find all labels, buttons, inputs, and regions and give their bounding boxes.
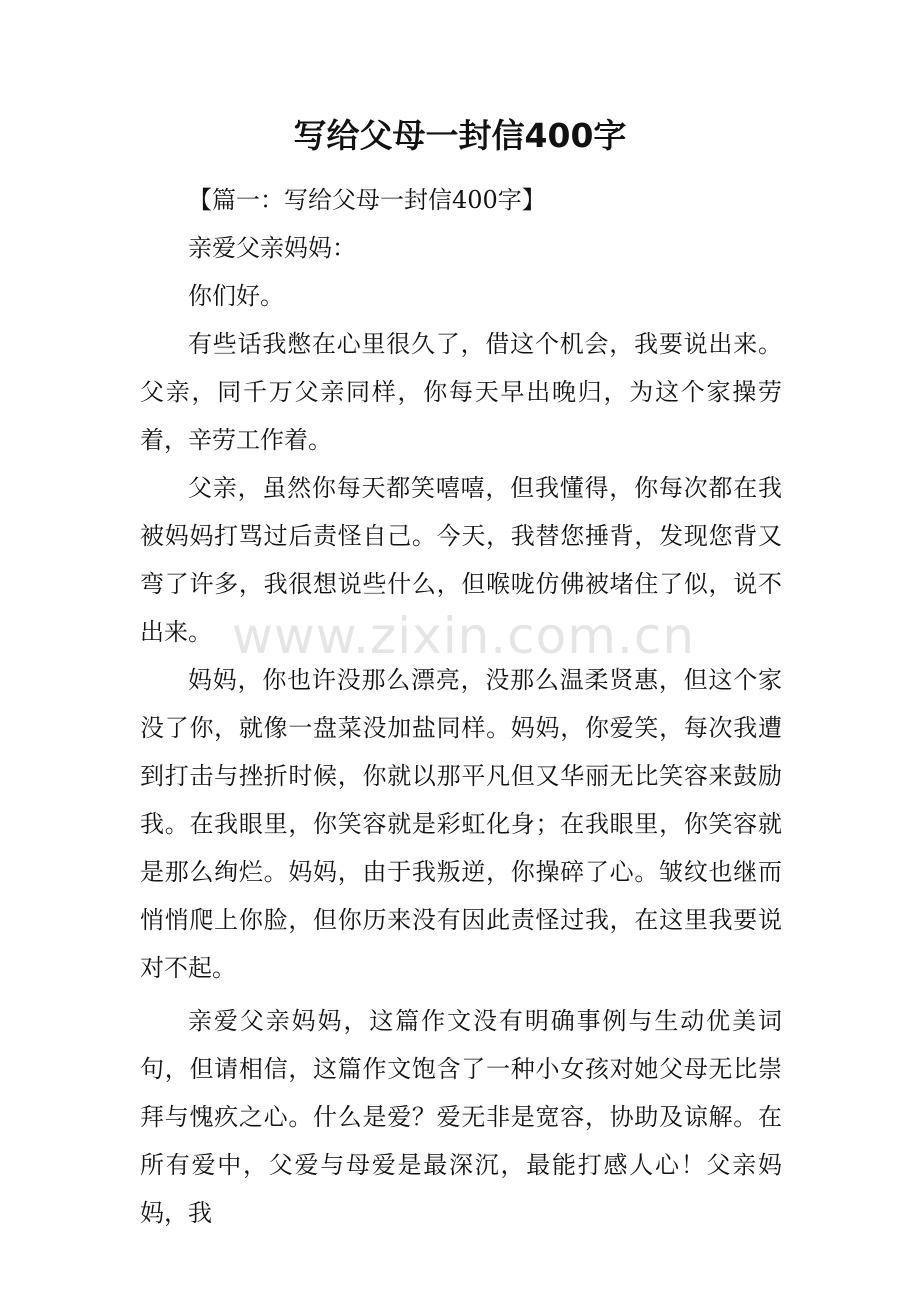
paragraph-3: 妈妈，你也许没那么漂亮，没那么温柔贤惠，但这个家没了你，就像一盘菜没加盐同样。妈妈，你爱笑，每次我遭到打击与挫折时候，你就以那平凡但又华丽无比笑容来鼓励我。在我眼里，你笑容就是彩虹化身；在我眼里，你笑容就是那么绚烂。妈妈，由于我叛逆，你操碎了心。皱纹也继而悄悄爬上你脸，但你历来没有因此责怪过我，在这里我要说对不起。 — [140, 666, 782, 982]
section-heading: 【篇一：写给父母一封信400字】 — [188, 186, 546, 214]
paragraph-2: 父亲，虽然你每天都笑嘻嘻，但我懂得，你每次都在我被妈妈打骂过后责怪自己。今天，我替您捶背，发现您背又弯了许多，我很想说些什么，但喉咙仿佛被堵住了似，说不出来。 — [140, 474, 782, 646]
document-title: 写给父母一封信400字 — [293, 116, 627, 155]
watermark: www.zixin.com.cn — [232, 607, 696, 665]
paragraph-4: 亲爱父亲妈妈，这篇作文没有明确事例与生动优美词句，但请相信，这篇作文饱含了一种小女孩对她父母无比崇拜与愧疚之心。什么是爱？爱无非是宽容，协助及谅解。在所有爱中，父爱与母爱是最深沉，最能打感人心！父亲妈妈，我 — [140, 1007, 782, 1227]
document-body — [140, 176, 782, 1237]
paragraph-1: 有些话我憋在心里很久了，借这个机会，我要说出来。父亲，同千万父亲同样，你每天早出晚归，为这个家操劳着，辛劳工作着。 — [140, 330, 782, 454]
letter-salutation: 你们好。 — [188, 282, 284, 310]
letter-greeting: 亲爱父亲妈妈： — [188, 234, 356, 262]
